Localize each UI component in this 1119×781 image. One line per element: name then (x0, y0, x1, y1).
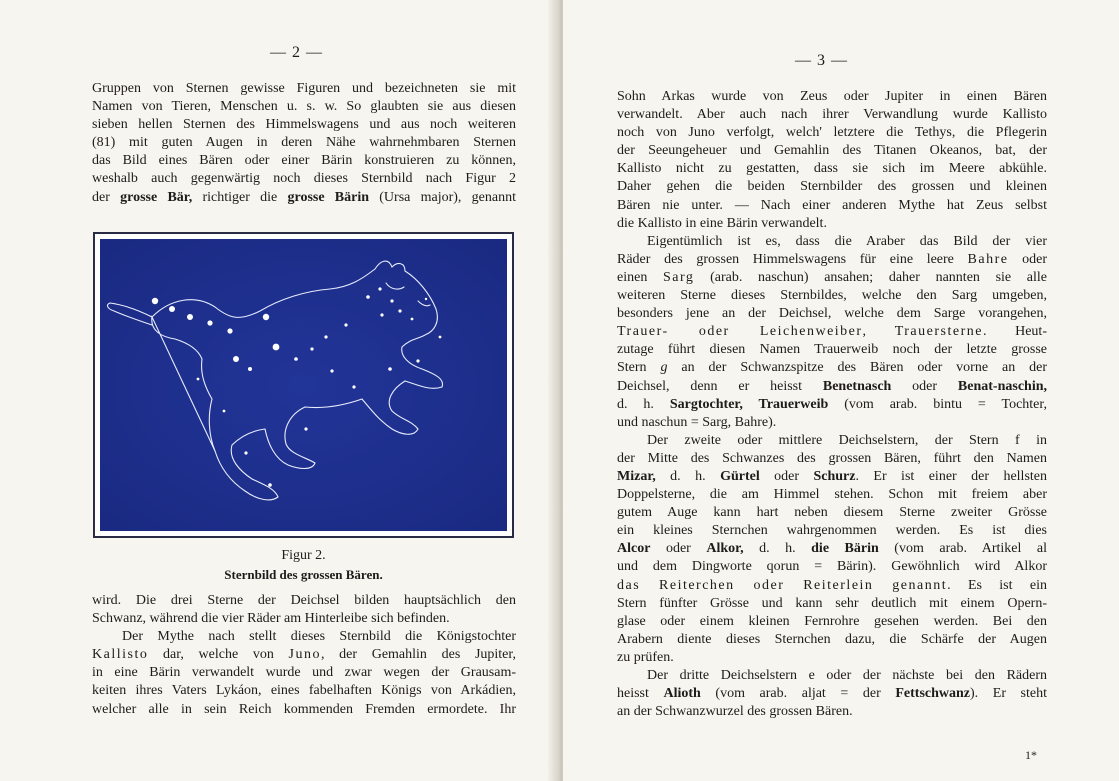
term-grosse-baerin: grosse Bärin (287, 189, 370, 205)
text-line: Arabern diente dieses Sternchen dazu, die Schärfe der Augen (617, 631, 1047, 647)
term-die-baerin: die Bärin (811, 541, 879, 557)
text-line: d. h. Sargtochter, Trauerweib (vom arab. bintu = Tochter, (617, 396, 1047, 412)
term-guertel: Gürtel (720, 468, 760, 484)
text-line: heisst Alioth (vom arab. aljat = der Fettschwanz). Er steht (617, 686, 1047, 702)
text-line: der Mitte des Schwanzes des grossen Bären, führt den Namen (617, 450, 1047, 466)
text-line: gutem Auge kann hart neben diesem Sterne zweiter Grösse (617, 505, 1047, 521)
text-line: Kallisto nicht zu gestatten, dass sie sich im Meere abkühle. (617, 161, 1047, 177)
figure-ursa-major-plate (93, 232, 514, 538)
text-line: Der zweite oder mittlere Deichselstern, der Stern f in (647, 432, 1047, 448)
figure-title: Sternbild des grossen Bären. (224, 567, 383, 582)
term-reiterchen: das Reiterchen oder Reiterlein genannt (617, 577, 948, 593)
figure-caption: Figur 2. (281, 548, 326, 563)
text-line: Namen von Tieren, Menschen u. s. w. So glaubten sie aus diesen (92, 99, 516, 115)
text-line: in eine Bärin verwandelt wurde und zwar wegen der Grausam- (92, 665, 516, 681)
text-line: Stern g an der Schwanzspitze des Bären oder vorne an der (617, 360, 1047, 376)
term-leichenweiber: Trauer- oder Leichenweiber (617, 324, 863, 340)
text-line: weiteren Sterne dieses Sternbildes, welche den Sarg umgeben, (617, 288, 1047, 304)
text-line: Doppelsterne, die am Himmel stehen. Schon mit freiem aber (617, 487, 1047, 503)
text-line: an der Schwanzwurzel des grossen Bären. (617, 704, 853, 720)
text-line: Kallisto dar, welche von Juno, der Gemahlin des Jupiter, (92, 647, 516, 663)
text-line: glase oder einem kleinen Fernrohre gesehen werden. Bei den (617, 613, 1047, 629)
text-line: Bären nie unter. — Nach einer anderen Mythe hat Zeus selbst (617, 197, 1047, 213)
term-alioth: Alioth (663, 686, 701, 702)
term-trauersterne: Trauersterne (894, 324, 983, 340)
text-line: Daher gehen die beiden Sternbilder des grossen und kleinen (617, 179, 1047, 195)
text-line: sieben hellen Sternen des Himmelswagens und aus noch weiteren (92, 117, 516, 133)
text-line: und dem Dingworte qorun = Bärin). Gewöhnlich wird Alkor (617, 559, 1047, 575)
text-line: Der dritte Deichselstern e oder der nächste bei den Rädern (647, 668, 1047, 683)
term-sargtochter: Sargtochter, Trauerweib (669, 396, 829, 412)
text-line: weshalb auch gegenwärtig noch dieses Sternbild nach Figur 2 (92, 171, 516, 187)
text-line: Stern fünfter Grösse und kann sehr deutlich mit einem Opern- (617, 595, 1047, 611)
text-line: der Seeungeheuer und Gemahlin des Titanen Okeanos, bat, der (617, 143, 1047, 159)
name-kallisto: Kallisto (92, 647, 149, 663)
page-number-left: — 2 — (270, 44, 323, 61)
right-text-column (617, 88, 1047, 721)
term-alkor: Alkor, (706, 541, 744, 557)
text-line: (81) mit guten Augen in deren Nähe wahrnehmbaren Sternen (92, 135, 516, 151)
text-line: noch von Juno verfolgt, welch' letztere die Tethys, die Pflegerin (617, 125, 1047, 141)
text-line: besonders jene an der Deichsel, welche dem Sarge vorangehen, (617, 306, 1047, 322)
name-juno: Juno (288, 647, 321, 663)
text-line: keiten ihres Vaters Lykáon, eines fabelhaften Königs von Arkádien, (92, 683, 516, 699)
text-line: Sohn Arkas wurde von Zeus oder Jupiter in einen Bären (617, 89, 1047, 104)
text-line: welcher alle in sein Reich kommenden Fremden ermordete. Ihr (92, 701, 516, 717)
signature-mark: 1* (1025, 748, 1037, 762)
term-mizar: Mizar, (617, 468, 656, 484)
right-page (563, 0, 1119, 781)
text-line: Räder des grossen Himmelswagens für eine leere Bahre oder (617, 251, 1047, 267)
text-line: Der Mythe nach stellt dieses Sternbild die Königstochter (122, 629, 516, 645)
text-line: wird. Die drei Sterne der Deichsel bilden hauptsächlich den (92, 593, 516, 608)
paragraph-intro (92, 80, 516, 207)
paragraph-continuation (92, 592, 516, 719)
text-line: das Reiterchen oder Reiterlein genannt. Es ist ein (617, 577, 1047, 593)
text-line: Deichsel, denn er heisst Benetnasch oder Benat-naschin, (617, 378, 1047, 394)
text-line: einen Sarg (arab. naschun) ansahen; daher nannten sie alle (617, 269, 1047, 285)
term-bahre: Bahre (967, 251, 1009, 267)
term-sarg: Sarg (662, 269, 695, 285)
term-alcor: Alcor (617, 541, 651, 557)
page-number-right: — 3 — (795, 52, 848, 69)
text-line: ein kleines Sternchen wahrgenommen werden. Es ist dies (617, 523, 1047, 539)
text-line: Alcor oder Alkor, d. h. die Bärin (vom arab. Artikel al (617, 541, 1047, 557)
text-line: Eigentümlich ist es, dass die Araber das Bild der vier (647, 233, 1047, 249)
term-benetnasch: Benetnasch (822, 378, 892, 394)
text-line: Gruppen von Sternen gewisse Figuren und bezeichneten sie mit (92, 81, 516, 96)
text-line: zutage führt diesen Namen Trauerweib noch der letzte grosse (617, 342, 1047, 358)
term-schurz: Schurz (813, 468, 856, 484)
text-line: zu prüfen. (617, 649, 674, 665)
text-line: Schwanz, während die vier Räder am Hinterleibe sich befinden. (92, 611, 450, 627)
constellation-illustration (100, 239, 507, 531)
text-line: verwandelt. Aber auch nach ihrer Verwandlung wurde Kallisto (617, 107, 1047, 123)
text-line: die Kallisto in eine Bärin verwandelt. (617, 215, 827, 231)
left-page (0, 0, 556, 781)
text-line: Trauer- oder Leichenweiber, Trauersterne. Heut- (617, 324, 1047, 340)
text-line: das Bild eines Bären oder einer Bärin konstruieren zu können, (92, 153, 516, 169)
term-benat-naschin: Benat-naschin, (957, 378, 1047, 394)
term-fettschwanz: Fettschwanz (895, 686, 971, 702)
text-line: Mizar, d. h. Gürtel oder Schurz. Er ist einer der hellsten (617, 468, 1047, 484)
text-line: der grosse Bär, richtiger die grosse Bärin (Ursa major), genannt (92, 189, 516, 205)
text-line: und naschun = Sarg, Bahre). (617, 414, 777, 430)
term-grosse-baer: grosse Bär, (120, 189, 193, 205)
